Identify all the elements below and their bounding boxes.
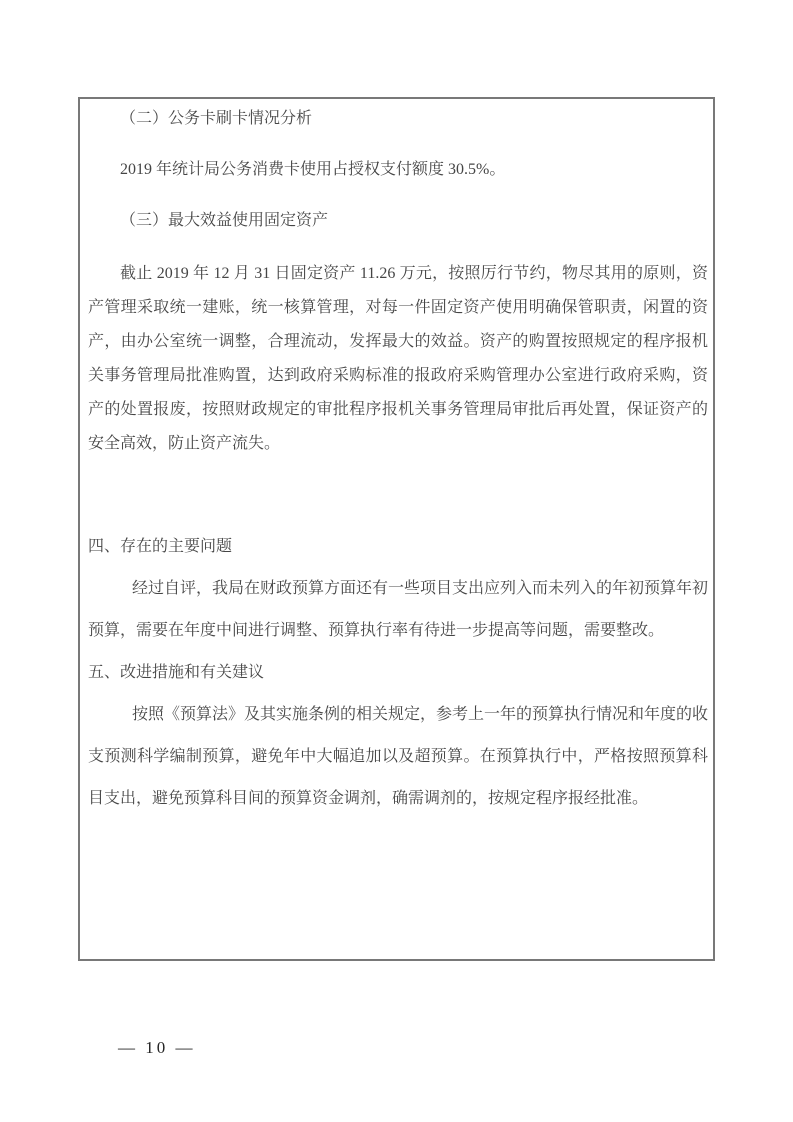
- section-5-body: 按照《预算法》及其实施条例的相关规定，参考上一年的预算执行情况和年度的收支预测科学编制预算，避免年中大幅追加以及超预算。在预算执行中，严格按照预算科目支出，避免预算科目间的预算资金调剂，确需调剂的，按规定程序报经批准。: [88, 706, 709, 807]
- section-3-body: 截止 2019 年 12 月 31 日固定资产 11.26 万元，按照厉行节约，物尽其用的原则，资产管理采取统一建账，统一核算管理，对每一件固定资产使用明确保管职责，闲置的资产，由办公室统一调整，合理流动，发挥最大的效益。资产的购置按照规定的程序报机关事务管理局批准购置，达到政府采购标准的报政府采购管理办公室进行政府采购，资产的处置报废，按照财政规定的审批程序报机关事务管理局审批后再处置，保证资产的安全高效，防止资产流失。: [88, 265, 708, 452]
- document-border-cell: [78, 97, 715, 961]
- section-4-body: 经过自评，我局在财政预算方面还有一些项目支出应列入而未列入的年初预算年初预算，需要在年度中间进行调整、预算执行率有待进一步提高等问题，需要整改。: [88, 580, 709, 639]
- section-2-heading: （二）公务卡刷卡情况分析: [120, 110, 313, 127]
- section-4-heading: 四、存在的主要问题: [88, 538, 233, 555]
- section-intro-block: [88, 93, 708, 246]
- section-2-body: 2019 年统计局公务消费卡使用占授权支付额度 30.5%。: [120, 161, 506, 178]
- section-3-body-block: [88, 257, 708, 461]
- sections-4-5-block: [88, 526, 708, 820]
- section-3-heading: （三）最大效益使用固定资产: [120, 212, 329, 229]
- page-number: — 10 —: [118, 1038, 196, 1057]
- section-5-heading: 五、改进措施和有关建议: [88, 664, 265, 681]
